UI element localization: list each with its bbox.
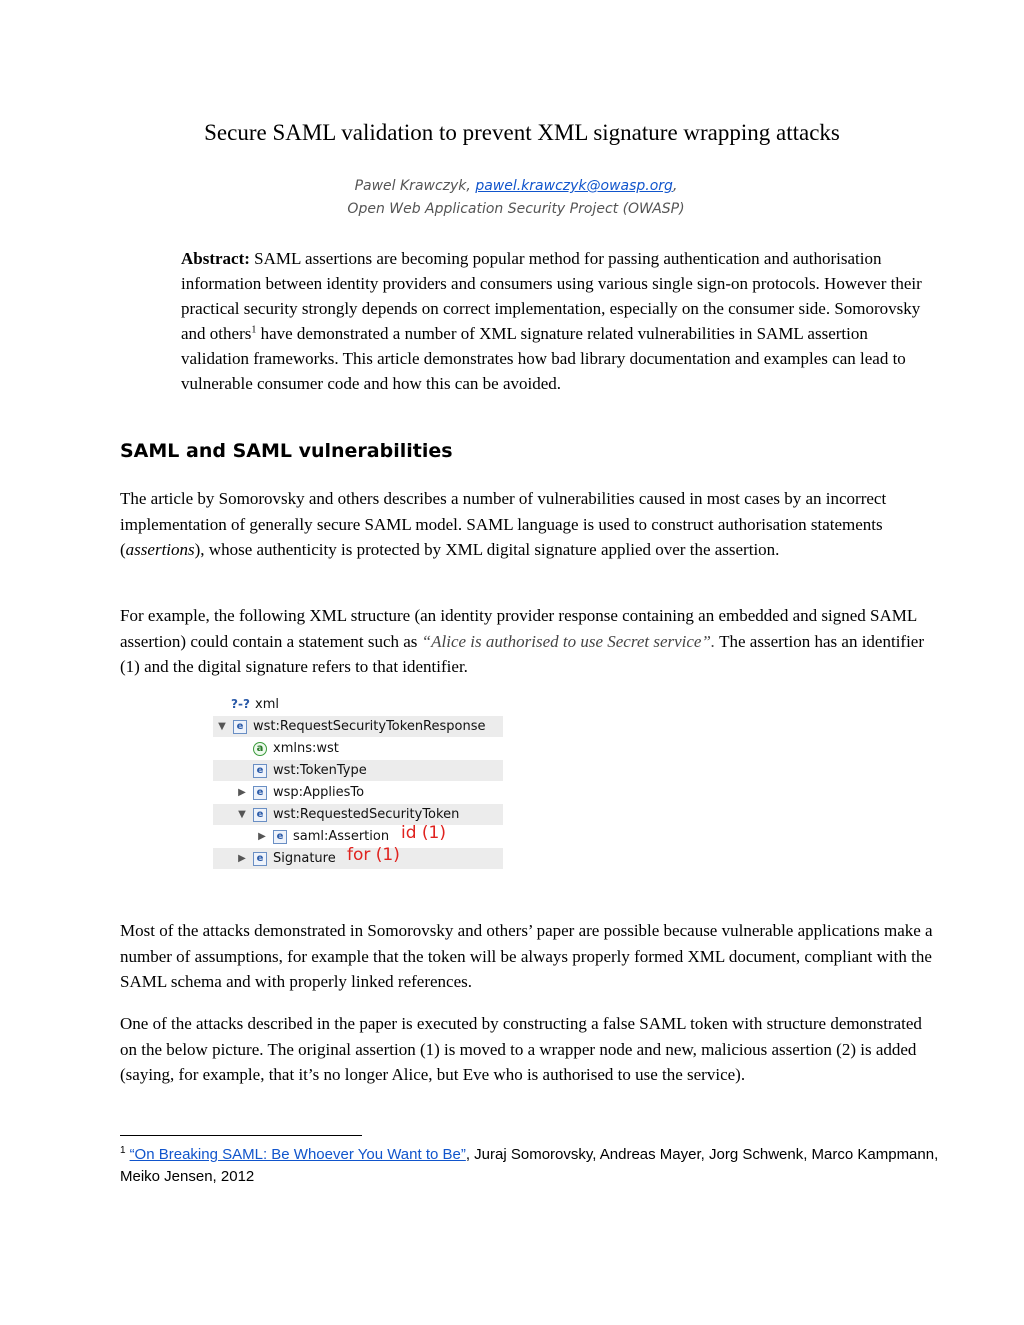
assertion-id-annotation: id (1) xyxy=(401,823,446,843)
abstract-footnote-mark[interactable]: 1 xyxy=(251,324,257,336)
xml-node-label: wst:TokenType xyxy=(273,763,367,778)
abstract-label: Abstract: xyxy=(181,249,250,268)
abstract xyxy=(181,246,926,396)
author-name: Pawel Krawczyk, xyxy=(354,178,476,194)
collapsed-triangle-icon[interactable]: ▶ xyxy=(238,787,246,798)
author-line xyxy=(0,178,1024,194)
xml-tree-row-requested-token[interactable] xyxy=(213,804,503,825)
footnote-divider xyxy=(120,1135,362,1136)
xml-tree-row-response[interactable] xyxy=(213,716,503,737)
footnote xyxy=(120,1144,940,1188)
element-icon: e xyxy=(253,764,267,778)
paragraph-4: One of the attacks described in the paper is executed by constructing a false SAML token with structure demonstrated on the below picture. The original assertion (1) is moved to a wrapper node and new, malicious assertion (2) is added (saying, for example, that it’s no longer Alice, but Eve who is authorised to use the service). xyxy=(120,1014,922,1084)
footnote-authors: , Juraj Somorovsky, Andreas Mayer, Jorg Schwenk, Marco Kampmann, Meiko Jensen, 2012 xyxy=(120,1146,939,1185)
xml-tree-row-signature[interactable] xyxy=(213,845,503,869)
xml-node-label: wst:RequestedSecurityToken xyxy=(273,807,460,822)
paragraph-2 xyxy=(120,603,940,680)
collapsed-triangle-icon[interactable]: ▶ xyxy=(238,853,246,864)
xml-node-label: saml:Assertion xyxy=(293,829,390,844)
xml-node-label: wsp:AppliesTo xyxy=(273,785,365,800)
paragraph-2-quote: “Alice is authorised to use Secret service”. xyxy=(421,631,716,651)
expanded-triangle-icon[interactable]: ▼ xyxy=(218,721,226,732)
author-email-link[interactable]: pawel.krawczyk@owasp.org xyxy=(475,178,673,194)
paragraph-1-b: ), whose authenticity is protected by XML digital signature applied over the assertion. xyxy=(194,540,780,559)
paragraph-2-a: For example, the following XML structure (an identity provider response containing an embedded and signed SAML assertion) could contain a statement such as xyxy=(120,606,917,651)
paragraph-1-a: The article by Somorovsky and others describes a number of vulnerabilities caused in most cases by an incorrect implementation of generally secure SAML model. SAML language is used to construct authorisation statements ( xyxy=(120,489,887,559)
attribute-icon: a xyxy=(253,742,267,756)
author-trail: , xyxy=(672,178,678,194)
section-heading: SAML and SAML vulnerabilities xyxy=(120,440,453,462)
collapsed-triangle-icon[interactable]: ▶ xyxy=(258,831,266,842)
xml-tree-row-applies-to[interactable] xyxy=(213,782,503,803)
footnote-mark: 1 xyxy=(120,1145,126,1156)
xml-node-label: xmlns:wst xyxy=(273,741,339,756)
xml-declaration-icon: ?-? xyxy=(231,697,250,711)
paragraph-1-emphasis: assertions xyxy=(125,540,195,559)
xml-declaration-label: xml xyxy=(255,697,279,712)
signature-for-annotation: for (1) xyxy=(347,845,400,865)
element-icon: e xyxy=(253,786,267,800)
paragraph-1 xyxy=(120,486,940,563)
element-icon: e xyxy=(253,852,267,866)
paragraph-3: Most of the attacks demonstrated in Somorovsky and others’ paper are possible because vulnerable applications make a number of assumptions, for example that the token will be always properly formed XML document, compliant with the SAML schema and with properly linked references. xyxy=(120,921,933,991)
element-icon: e xyxy=(273,830,287,844)
xml-tree-row-assertion[interactable] xyxy=(213,823,503,847)
expanded-triangle-icon[interactable]: ▼ xyxy=(238,809,246,820)
xml-tree-row-token-type[interactable] xyxy=(213,760,503,781)
xml-structure-figure xyxy=(213,694,503,870)
abstract-text-a: SAML assertions are becoming popular method for passing authentication and authorisation information between identity providers and consumers using various single sign-on protocols. However their practical security strongly depends on correct implementation, especially on the consumer side. Somorovsky and others xyxy=(181,249,922,343)
element-icon: e xyxy=(253,808,267,822)
xml-node-label: wst:RequestSecurityTokenResponse xyxy=(253,719,486,734)
footnote-paper-link[interactable]: “On Breaking SAML: Be Whoever You Want to Be” xyxy=(129,1146,466,1163)
xml-node-label: Signature xyxy=(273,851,336,866)
xml-tree-row-xmlns[interactable] xyxy=(213,738,503,759)
xml-tree-row-declaration xyxy=(213,694,503,715)
abstract-text-b: have demonstrated a number of XML signature related vulnerabilities in SAML assertion validation frameworks. This article demonstrates how bad library documentation and examples can lead to vulnerable consumer code and how this can be avoided. xyxy=(181,324,906,393)
author-organization: Open Web Application Security Project (OWASP) xyxy=(347,201,685,217)
element-icon: e xyxy=(233,720,247,734)
paragraph-2-b: The assertion has an identifier (1) and the digital signature refers to that identifier. xyxy=(120,631,925,676)
paper-title: Secure SAML validation to prevent XML signature wrapping attacks xyxy=(204,120,840,145)
